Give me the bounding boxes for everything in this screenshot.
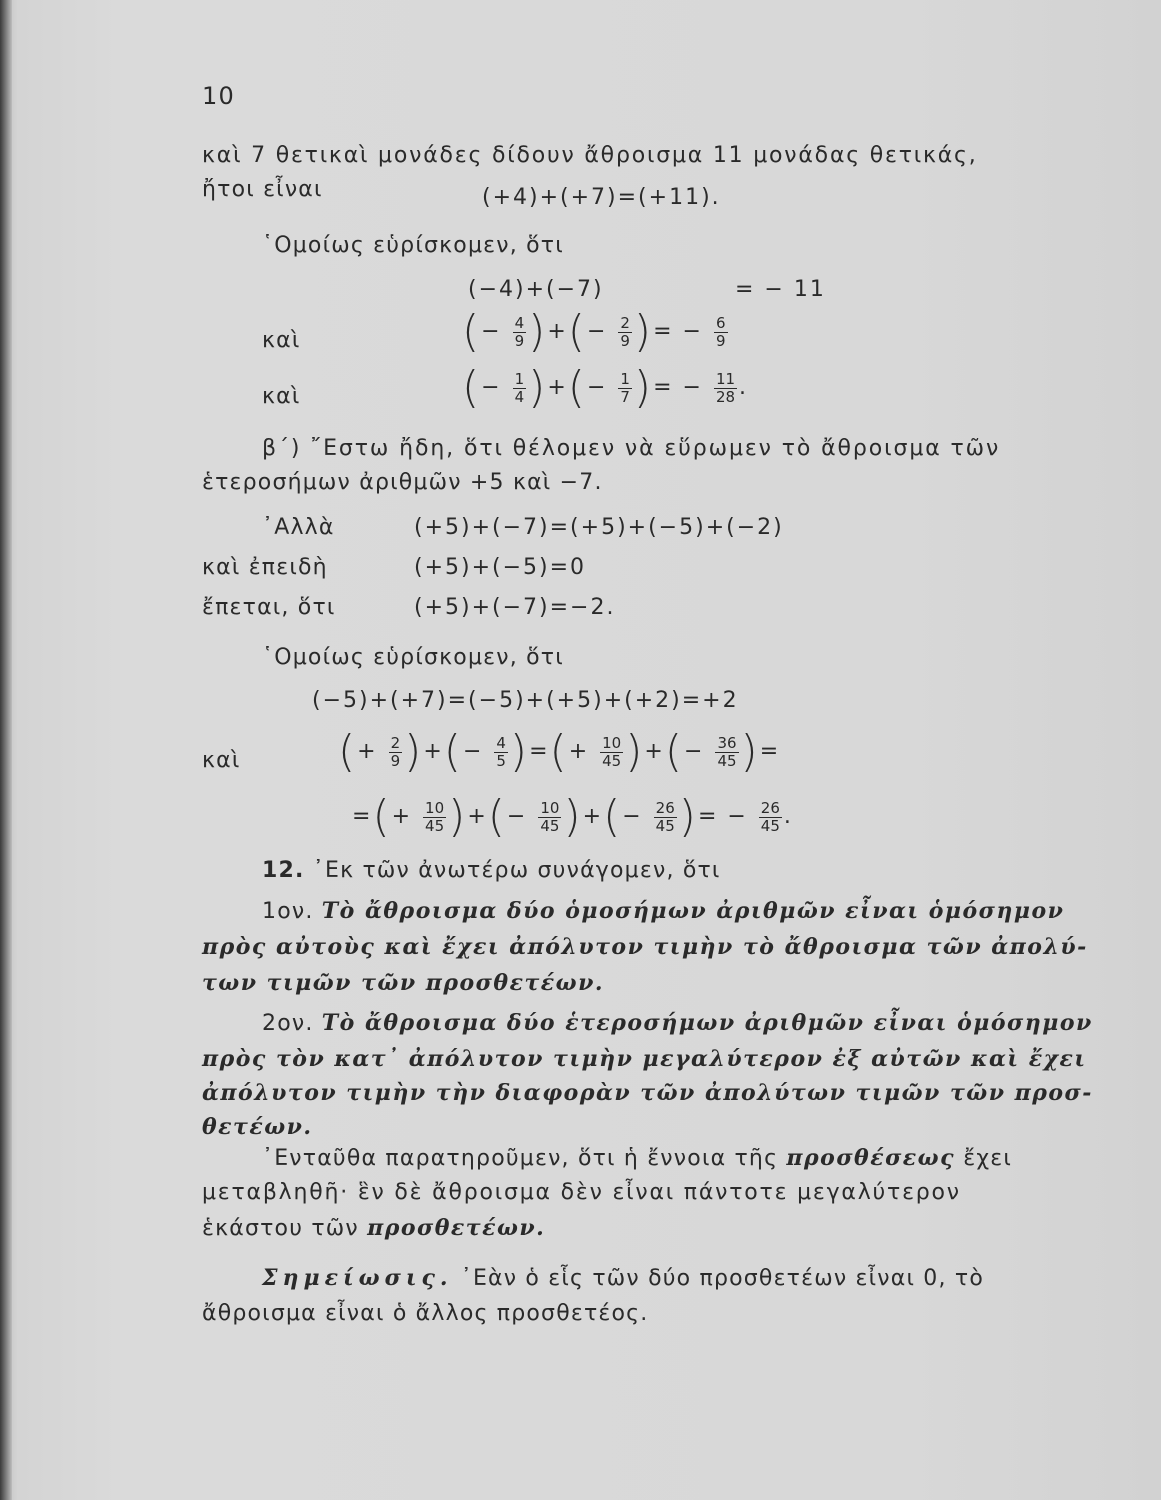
kai-label: καὶ bbox=[262, 384, 301, 409]
omoios-line-1: ῾Ομοίως εὑρίσκομεν, ὅτι bbox=[262, 233, 564, 258]
frac-b-d2: 7 bbox=[620, 387, 630, 406]
note-line2: ἄθροισμα εἶναι ὁ ἄλλος προσθετέος. bbox=[202, 1301, 649, 1326]
alla-equation: (+5)+(−7)=(+5)+(−5)+(−2) bbox=[414, 515, 784, 540]
enth-line1 bbox=[262, 1145, 1012, 1171]
omoios-line-2: ῾Ομοίως εὑρίσκομεν, ὅτι bbox=[262, 645, 564, 670]
enth-text-3a: ἑκάστου τῶν bbox=[202, 1216, 359, 1241]
frac-d-n4: 26 bbox=[760, 798, 780, 817]
frac-c-n1: 2 bbox=[390, 733, 401, 752]
frac-d-d4: 45 bbox=[760, 816, 780, 835]
equation-negative-sum-lhs: (−4)+(−7) bbox=[468, 277, 604, 302]
frac-c-d3: 45 bbox=[602, 751, 622, 770]
enth-emph-prosthesis: προσθέσεως bbox=[786, 1145, 956, 1171]
frac-c-n3: 10 bbox=[602, 733, 622, 752]
alla-label: ᾿Αλλὰ bbox=[262, 515, 335, 540]
frac-b-n3: 11 bbox=[715, 369, 736, 388]
frac-b-d3: 28 bbox=[715, 387, 736, 406]
equation-negative-sum-rhs: = − 11 bbox=[735, 277, 826, 302]
rule1-number: 1ον. bbox=[262, 899, 314, 924]
rule2-line4: θετέων. bbox=[202, 1114, 313, 1140]
frac-d-n3: 26 bbox=[655, 798, 675, 817]
note-label: Σημείωσις. bbox=[262, 1265, 453, 1291]
rule2-text-1: Τὸ ἄθροισμα δύο ἑτεροσήμων ἀριθμῶν εἶναι ὁμόσημον bbox=[321, 1010, 1093, 1036]
rule2-line2: πρὸς τὸν κατ᾿ ἀπόλυτον τιμὴν μεγαλύτερον ἐξ αὐτῶν καὶ ἔχει bbox=[202, 1046, 1087, 1072]
epetai-equation: (+5)+(−7)=−2. bbox=[414, 595, 616, 620]
enth-line3 bbox=[202, 1215, 545, 1241]
frac-b-n2: 1 bbox=[620, 369, 630, 388]
rule2-line3: ἀπόλυτον τιμὴν τὴν διαφορὰν τῶν ἀπολύτων τιμῶν τῶν προσ- bbox=[202, 1080, 1093, 1106]
book-binding-edge bbox=[0, 0, 12, 1500]
kai-label: καὶ bbox=[262, 328, 301, 353]
kai-label: καὶ bbox=[202, 748, 241, 773]
frac-d-n2: 10 bbox=[540, 798, 560, 817]
note-text-1: ᾿Εὰν ὁ εἷς τῶν δύο προσθετέων εἶναι 0, τὸ bbox=[460, 1266, 984, 1291]
rule2-line1 bbox=[262, 1010, 1093, 1036]
frac-c-d2: 5 bbox=[496, 751, 506, 770]
frac-a-n3: 6 bbox=[715, 313, 726, 332]
frac-a-n2: 2 bbox=[620, 313, 630, 332]
frac-a-d2: 9 bbox=[620, 331, 630, 350]
enth-line2: μεταβληθῆ· ἓν δὲ ἄθροισμα δὲν εἶναι πάντοτε μεγαλύτερον bbox=[202, 1180, 961, 1205]
frac-a-d1: 9 bbox=[514, 331, 525, 350]
frac-c-n2: 4 bbox=[496, 733, 506, 752]
note-line1 bbox=[262, 1265, 984, 1291]
fraction-equation-d: =(+ $\frac{10}{45}$ )+(− $\frac{10}{45}$ )+(− $\frac{26}{45}$ )= − $\frac{26}{45}$ . bbox=[352, 791, 793, 842]
para1-line2-label: ἤτοι εἶναι bbox=[202, 177, 323, 202]
section-12-text: ᾿Εκ τῶν ἀνωτέρω συνάγομεν, ὅτι bbox=[312, 858, 721, 883]
frac-d-d2: 45 bbox=[540, 816, 560, 835]
fraction-equation-b: (− $\frac{1}{4}$ )+(− $\frac{1}{7}$ )= − $\frac{11}{28}$ . bbox=[462, 362, 749, 413]
frac-a-d3: 9 bbox=[715, 331, 726, 350]
epeidi-label: καὶ ἐπειδὴ bbox=[202, 555, 328, 580]
frac-d-d1: 45 bbox=[425, 816, 445, 835]
fraction-equation-c: (+ $\frac{2}{9}$ )+(− $\frac{4}{5}$ )=(+ $\frac{10}{45}$ )+(− $\frac{36}{45}$ )= bbox=[338, 726, 781, 777]
enth-emph-prosthetewn: προσθετέων. bbox=[367, 1215, 546, 1241]
rule1-line2: πρὸς αὐτοὺς καὶ ἔχει ἀπόλυτον τιμὴν τὸ ἄθροισμα τῶν ἀπολύ- bbox=[202, 934, 1088, 960]
page-number: 10 bbox=[202, 82, 235, 110]
frac-d-d3: 45 bbox=[655, 816, 675, 835]
section-12-number: 12. bbox=[262, 858, 305, 883]
section-12 bbox=[262, 858, 721, 883]
epetai-label: ἔπεται, ὅτι bbox=[202, 595, 336, 620]
rule1-text-1: Τὸ ἄθροισμα δύο ὁμοσήμων ἀριθμῶν εἶναι ὁμόσημον bbox=[321, 898, 1065, 924]
equation-positive-sum: (+4)+(+7)=(+11). bbox=[482, 185, 721, 210]
rule2-number: 2ον. bbox=[262, 1011, 314, 1036]
enth-text-1c: ἔχει bbox=[963, 1146, 1012, 1171]
enth-text-1a: ᾿Ενταῦθα παρατηροῦμεν, ὅτι ἡ ἔννοια τῆς bbox=[262, 1146, 779, 1171]
beta-line1: β΄) ῎Εστω ἤδη, ὅτι θέλομεν νὰ εὕρωμεν τὸ ἄθροισμα τῶν bbox=[262, 436, 1001, 461]
rule1-line1 bbox=[262, 898, 1064, 924]
fraction-equation-a: (− $\frac{4}{9}$ )+(− $\frac{2}{9}$ )= − $\frac{6}{9}$ bbox=[462, 306, 726, 357]
rule1-line3: των τιμῶν τῶν προσθετέων. bbox=[202, 970, 604, 996]
para1-line1: καὶ 7 θετικαὶ μονάδες δίδουν ἄθροισμα 11 μονάδας θετικάς, bbox=[202, 143, 978, 168]
beta-line2: ἑτεροσήμων ἀριθμῶν +5 καὶ −7. bbox=[202, 470, 603, 495]
frac-b-d1: 4 bbox=[514, 387, 525, 406]
equation-mixed-sum: (−5)+(+7)=(−5)+(+5)+(+2)=+2 bbox=[312, 688, 739, 713]
frac-c-d4: 45 bbox=[717, 751, 737, 770]
frac-c-n4: 36 bbox=[717, 733, 737, 752]
frac-c-d1: 9 bbox=[390, 751, 401, 770]
frac-b-n1: 1 bbox=[514, 369, 525, 388]
epeidi-equation: (+5)+(−5)=0 bbox=[414, 555, 587, 580]
frac-a-n1: 4 bbox=[514, 313, 525, 332]
frac-d-n1: 10 bbox=[425, 798, 445, 817]
